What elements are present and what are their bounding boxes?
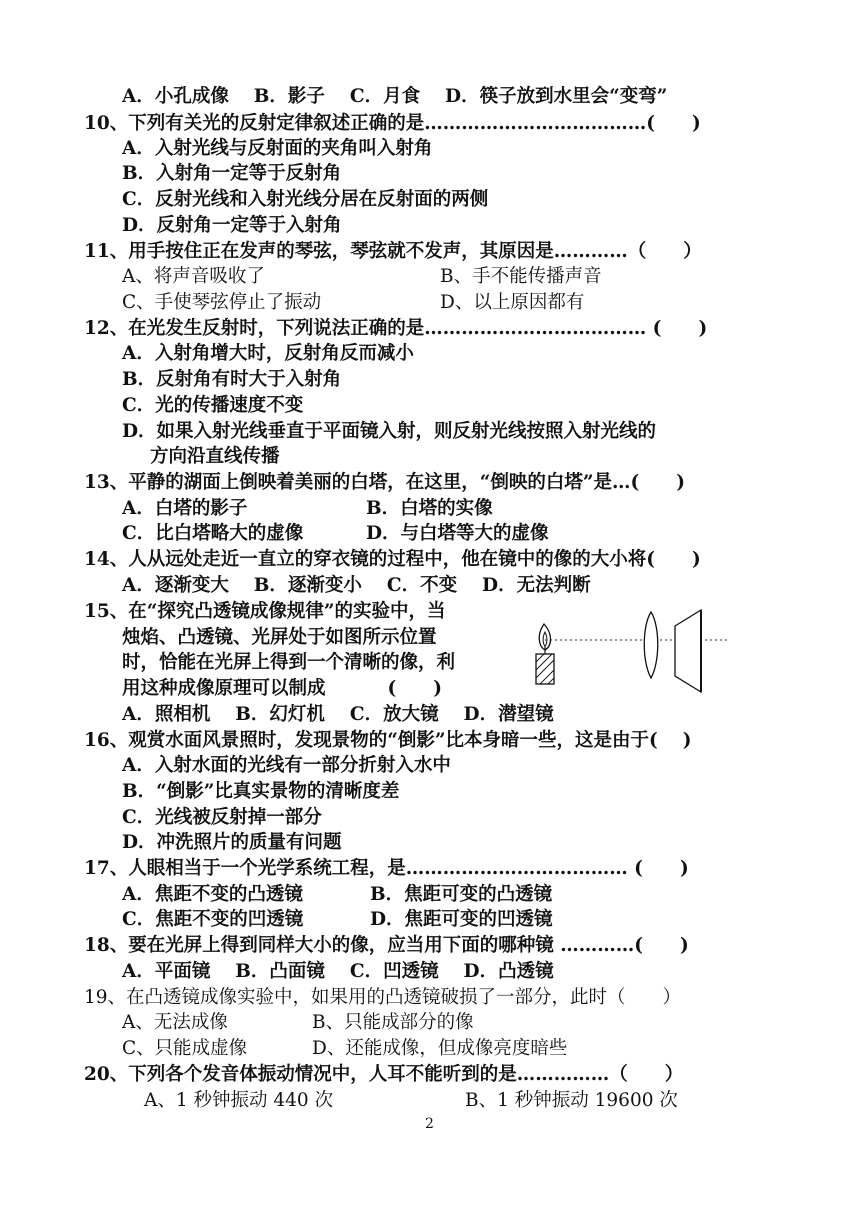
q12-stem: 12、在光发生反射时，下列说法正确的是……………………………… ( ) [84,318,708,339]
q16-stem: 16、观赏水面风景照时，发现景物的“倒影”比本身暗一些，这是由于( ) [84,730,692,751]
q10-option-c: C．反射光线和入射光线分居在反射面的两侧 [122,189,489,210]
q15-stem-line4: 用这种成像原理可以制成 ( ) [122,678,442,699]
q17-stem: 17、人眼相当于一个光学系统工程，是……………………………… ( ) [84,858,689,879]
q13-option-d: D．与白塔等大的虚像 [366,523,549,544]
q12-option-c: C．光的传播速度不变 [122,395,304,416]
q12-option-d-line2: 方向沿直线传播 [150,446,280,467]
q18-options: A．平面镜 B．凸面镜 C．凹透镜 D．凸透镜 [122,961,554,982]
q17-option-a: A．焦距不变的凸透镜 [122,884,303,905]
q11-stem: 11、用手按住正在发声的琴弦，琴弦就不发声，其原因是…………（ ） [84,241,702,262]
q11-option-b: B、手不能传播声音 [440,266,602,287]
q17-option-d: D．焦距可变的凹透镜 [370,909,553,930]
q10-option-b: B．入射角一定等于反射角 [122,163,342,184]
q10-option-a: A．入射光线与反射面的夹角叫入射角 [122,138,433,159]
q18-stem: 18、要在光屏上得到同样大小的像，应当用下面的哪种镜 …………( ) [84,935,689,956]
light-screen-icon [675,610,701,692]
q9-options: A．小孔成像 B．影子 C．月食 D．筷子放到水里会“变弯” [122,86,668,107]
q10-option-d: D．反射角一定等于入射角 [122,215,342,236]
q12-option-b: B．反射角有时大于入射角 [122,369,342,390]
q12-option-a: A．入射角增大时，反射角反而减小 [122,343,414,364]
candle-flame-inner [543,632,547,646]
page-number: 2 [425,1116,434,1132]
q14-options: A．逐渐变大 B．逐渐变小 C．不变 D．无法判断 [122,575,591,596]
q17-option-b: B．焦距可变的凸透镜 [370,884,553,905]
q15-stem-line1: 15、在“探究凸透镜成像规律”的实验中，当 [84,601,446,622]
q16-option-b: B．“倒影”比真实景物的清晰度差 [122,781,400,802]
q12-option-d-line1: D．如果入射光线垂直于平面镜入射，则反射光线按照入射光线的 [122,421,657,442]
q15-stem-line3: 时，恰能在光屏上得到一个清晰的像，利 [122,652,456,673]
q17-option-c: C．焦距不变的凹透镜 [122,909,304,930]
q19-stem: 19、在凸透镜成像实验中，如果用的凸透镜破损了一部分，此时（ ） [84,987,682,1008]
q15-stem-line2: 烛焰、凸透镜、光屏处于如图所示位置 [122,627,437,648]
q19-option-d: D、还能成像，但成像亮度暗些 [312,1038,568,1059]
q13-stem: 13、平静的湖面上倒映着美丽的白塔，在这里，“倒映的白塔”是…( ) [84,472,686,493]
q11-option-d: D、以上原因都有 [440,292,585,313]
q19-option-b: B、只能成部分的像 [312,1012,474,1033]
q16-option-d: D．冲洗照片的质量有问题 [122,832,342,853]
q15-optics-figure [525,606,730,696]
q20-stem: 20、下列各个发音体振动情况中，人耳不能听到的是……………（ ） [84,1064,684,1085]
q10-stem: 10、下列有关光的反射定律叙述正确的是………………………………( ) [84,113,701,134]
q20-option-b: B、1 秒钟振动 19600 次 [465,1090,678,1111]
q13-option-a: A．白塔的影子 [122,498,248,519]
q11-option-c: C、手使琴弦停止了振动 [122,292,322,313]
convex-lens-icon [644,612,658,678]
q13-option-b: B．白塔的实像 [366,498,493,519]
q16-option-c: C．光线被反射掉一部分 [122,807,322,828]
q19-option-a: A、无法成像 [122,1012,228,1033]
q20-option-a: A、1 秒钟振动 440 次 [144,1090,334,1111]
q16-option-a: A．入射水面的光线有一部分折射入水中 [122,755,451,776]
q11-option-a: A、将声音吸收了 [122,266,265,287]
q14-stem: 14、人从远处走近一直立的穿衣镜的过程中，他在镜中的像的大小将( ) [84,549,701,570]
q19-option-c: C、只能成虚像 [122,1038,248,1059]
q15-options: A．照相机 B．幻灯机 C．放大镜 D．潜望镜 [122,704,554,725]
q13-option-c: C．比白塔略大的虚像 [122,523,304,544]
